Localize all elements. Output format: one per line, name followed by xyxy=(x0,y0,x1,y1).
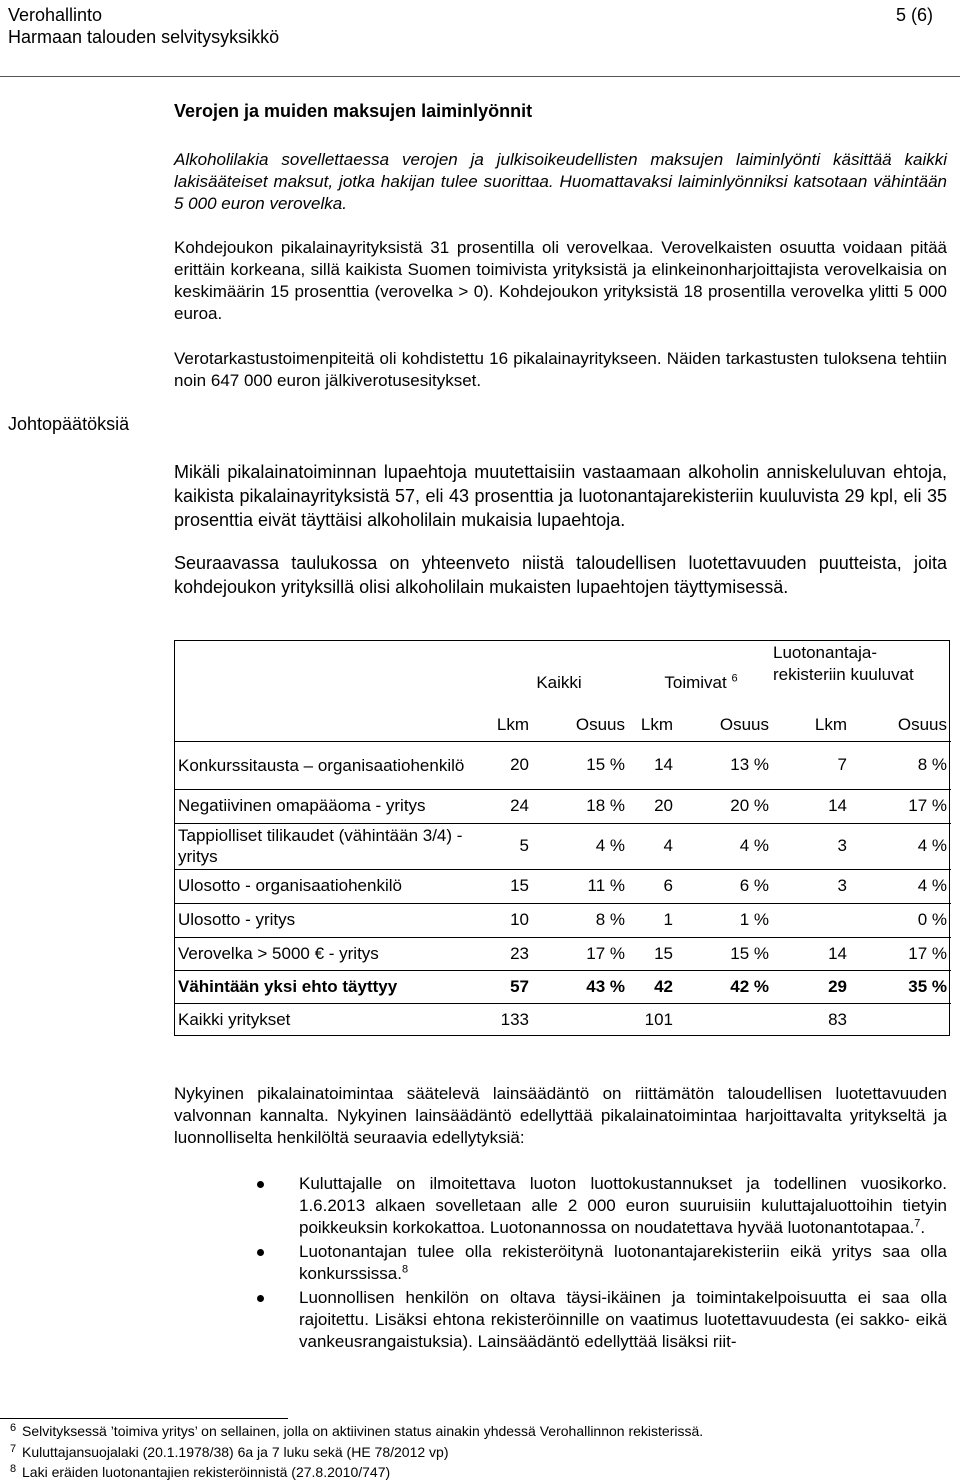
table-cell: 14 xyxy=(654,755,673,774)
table-cell: 0 % xyxy=(917,910,947,929)
table-cell: 1 % xyxy=(739,910,769,929)
table-cell xyxy=(851,1003,951,1036)
table-cell: 4 % xyxy=(917,876,947,895)
row-label: Ulosotto - organisaatiohenkilö xyxy=(178,876,402,895)
table-cell: 35 % xyxy=(908,976,947,996)
table-cell xyxy=(773,903,851,937)
row-label: Konkurssitausta – organisaatiohenkilö xyxy=(178,755,465,775)
section-title: Verojen ja muiden maksujen laiminlyönnit xyxy=(174,101,533,121)
conclusions-label: Johtopäätöksiä xyxy=(8,414,130,434)
tax-debt-paragraph: Kohdejoukon pikalainayrityksistä 31 prosentilla oli verovelkaa. Verovelkaisten osuutta voidaan pitää erittäin korkeana, sillä kaikista Suomen toimivista yrityksistä ja elinkeinonharjoittajista verovelkaisia on keskimäärin 15 prosenttia (verovelka > 0). Kohdejoukon yrityksistä 18 prosentilla verovelka ylitti 5 000 euroa. xyxy=(174,238,947,323)
table-cell xyxy=(677,1003,773,1036)
bullet-icon xyxy=(257,1181,264,1188)
table-cell: 10 xyxy=(510,910,529,929)
footnote-divider xyxy=(0,1418,288,1419)
table-cell: 57 xyxy=(510,976,529,996)
list-item: Kuluttajalle on ilmoitettava luoton luottokustannukset ja todellinen vuosikorko. 1.6.2013 alkaen sovelletaan alle 2 000 euron suuruisiin kuluttajaluottoihin tietyin poikkeuksin korkokattoa. Luotonannossa on noudatettava hyvää luotonantotapaa.$^7$. xyxy=(235,1173,947,1239)
summary-table xyxy=(174,640,951,1036)
table-cell: 4 % xyxy=(595,836,625,855)
footnote-ref-8: 8 xyxy=(401,1263,409,1276)
col-group-active: Toimivat $^6$ xyxy=(664,672,738,692)
table-cell: 20 % xyxy=(730,796,769,815)
col-header-share: Osuus xyxy=(897,714,947,734)
row-label: Kaikki yritykset xyxy=(178,1009,291,1029)
table-cell: 6 xyxy=(663,876,673,895)
col-header-share: Osuus xyxy=(575,714,625,734)
table-cell: 8 % xyxy=(917,755,947,774)
row-label: Vähintään yksi ehto täyttyy xyxy=(178,976,398,996)
table-row xyxy=(174,741,951,789)
bullet-icon xyxy=(257,1249,264,1256)
col-header-count: Lkm xyxy=(640,714,673,734)
bullet-icon xyxy=(257,1295,264,1302)
table-cell: 15 % xyxy=(730,943,769,963)
table-cell: 101 xyxy=(644,1009,673,1029)
row-label: Tappiolliset tilikaudet (vähintään 3/4) - yritys xyxy=(178,826,463,866)
table-row xyxy=(174,937,951,970)
footnote-ref-6: 6 xyxy=(731,672,738,685)
table-cell: 17 % xyxy=(586,943,625,963)
footnote-ref-7: 7 xyxy=(914,1217,921,1230)
table-cell: 15 xyxy=(510,876,529,895)
legislation-paragraph: Nykyinen pikalainatoimintaa säätelevä lainsäädäntö on riittämätön taloudellisen luotettavuuden valvonnan kannalta. Nykyinen lainsäädäntö edellyttää pikalainatoimintaa harjoittavalta yritykseltä ja luonnolliselta henkilöltä seuraavia edellytyksiä: xyxy=(174,1084,947,1147)
table-row xyxy=(174,903,951,937)
table-cell: 23 xyxy=(510,943,529,963)
requirements-list xyxy=(235,1173,947,1355)
table-row xyxy=(174,869,951,903)
header-unit: Harmaan talouden selvitysyksikkö xyxy=(8,27,280,47)
row-label: Ulosotto - yritys xyxy=(178,910,296,929)
table-row-total-any xyxy=(174,970,951,1003)
intro-paragraph: Alkoholilakia sovellettaessa verojen ja julkisoikeudellisten maksujen laiminlyönti käsittää kaikki lakisääteiset maksut, jotka hakijan tulee suorittaa. Huomattavaksi laiminlyönniksi katsotaan vähintään 5 000 euron verovelka. xyxy=(174,150,947,213)
col-header-share: Osuus xyxy=(719,714,769,734)
table-cell: 14 xyxy=(828,943,847,963)
table-cell: 15 % xyxy=(586,755,625,774)
footnote-7: 7 Kuluttajansuojalaki (20.1.1978/38) 6a ja 7 luku sekä (HE 78/2012 vp) xyxy=(10,1443,449,1460)
table-cell: 3 xyxy=(837,836,847,855)
table-cell xyxy=(533,1003,629,1036)
conclusions-paragraph-1: Mikäli pikalainatoiminnan lupaehtoja muutettaisiin vastaamaan alkoholin anniskeluluvan ehtoja, kaikista pikalainayrityksistä 57, eli 43 prosenttia ja luotonantajarekisteriin kuuluvista 29 kpl, eli 35 prosenttia eivät täyttäisi alkoholilain mukaisia lupaehtoja. xyxy=(174,462,947,530)
table-cell: 133 xyxy=(500,1009,529,1029)
table-cell: 4 xyxy=(663,836,673,855)
list-item: Luotonantajan tulee olla rekisteröitynä luotonantajarekisteriin eikä yritys saa olla konkurssissa.$^8$ xyxy=(235,1241,947,1285)
table-row xyxy=(174,1003,951,1036)
table-cell: 42 xyxy=(654,976,673,996)
row-label: Negatiivinen omapääoma - yritys xyxy=(178,796,426,815)
col-group-all: Kaikki xyxy=(536,673,582,692)
table-cell: 4 % xyxy=(739,836,769,855)
conclusions-paragraph-2: Seuraavassa taulukossa on yhteenveto niistä taloudellisen luotettavuuden puutteista, joita kohdejoukon yrityksillä olisi alkoholilain mukaisten lupaehtojen täyttymisessä. xyxy=(174,553,947,597)
table-cell: 14 xyxy=(828,796,847,815)
table-cell: 43 % xyxy=(586,976,625,996)
row-label: Verovelka > 5000 € - yritys xyxy=(178,943,379,963)
col-group-registered: Luotonantaja-rekisteriin kuuluvat xyxy=(773,643,914,684)
footnote-8: 8 Laki eräiden luotonantajien rekisteröinnistä (27.8.2010/747) xyxy=(10,1463,391,1480)
table-cell: 29 xyxy=(828,976,847,996)
table-cell: 83 xyxy=(828,1009,847,1029)
table-cell: 24 xyxy=(510,796,529,815)
page-number: 5 (6) xyxy=(896,5,934,25)
table-row xyxy=(174,823,951,869)
list-item: Luonnollisen henkilön on oltava täysi-ikäinen ja toimintakelpoisuutta ei saa olla rajoitettu. Lisäksi ehtona rekisteröinnille on vaatimus luotettavuudesta (ei sakko- eikä vankeusrangaistuksia). Lainsäädäntö edellyttää lisäksi riit- xyxy=(235,1287,947,1353)
table-cell: 20 xyxy=(654,796,673,815)
header-org: Verohallinto xyxy=(8,5,103,25)
col-header-count: Lkm xyxy=(814,714,847,734)
table-cell: 8 % xyxy=(595,910,625,929)
table-cell: 3 xyxy=(837,876,847,895)
table-cell: 1 xyxy=(663,910,673,929)
table-cell: 11 % xyxy=(587,876,625,895)
table-cell: 18 % xyxy=(586,796,625,815)
footnote-6: 6 Selvityksessä ’toimiva yritys’ on sellainen, jolla on aktiivinen status ainakin yhdessä Verohallinnon rekisterissä. xyxy=(10,1422,704,1439)
col-header-count: Lkm xyxy=(496,714,529,734)
tax-audit-paragraph: Verotarkastustoimenpiteitä oli kohdistettu 16 pikalainayritykseen. Näiden tarkastusten tuloksena tehtiin noin 647 000 euron jälkiverotusesitykset. xyxy=(174,349,947,390)
table-cell: 15 xyxy=(654,943,673,963)
table-cell: 20 xyxy=(510,755,529,774)
table-cell: 17 % xyxy=(908,943,947,963)
table-row xyxy=(174,789,951,823)
table-cell: 7 xyxy=(837,755,847,774)
table-cell: 6 % xyxy=(739,876,769,895)
table-cell: 17 % xyxy=(908,796,947,815)
table-cell: 42 % xyxy=(730,976,769,996)
table-cell: 13 % xyxy=(730,755,769,774)
table-cell: 5 xyxy=(519,836,529,855)
table-cell: 4 % xyxy=(917,836,947,855)
header-divider xyxy=(0,76,960,77)
